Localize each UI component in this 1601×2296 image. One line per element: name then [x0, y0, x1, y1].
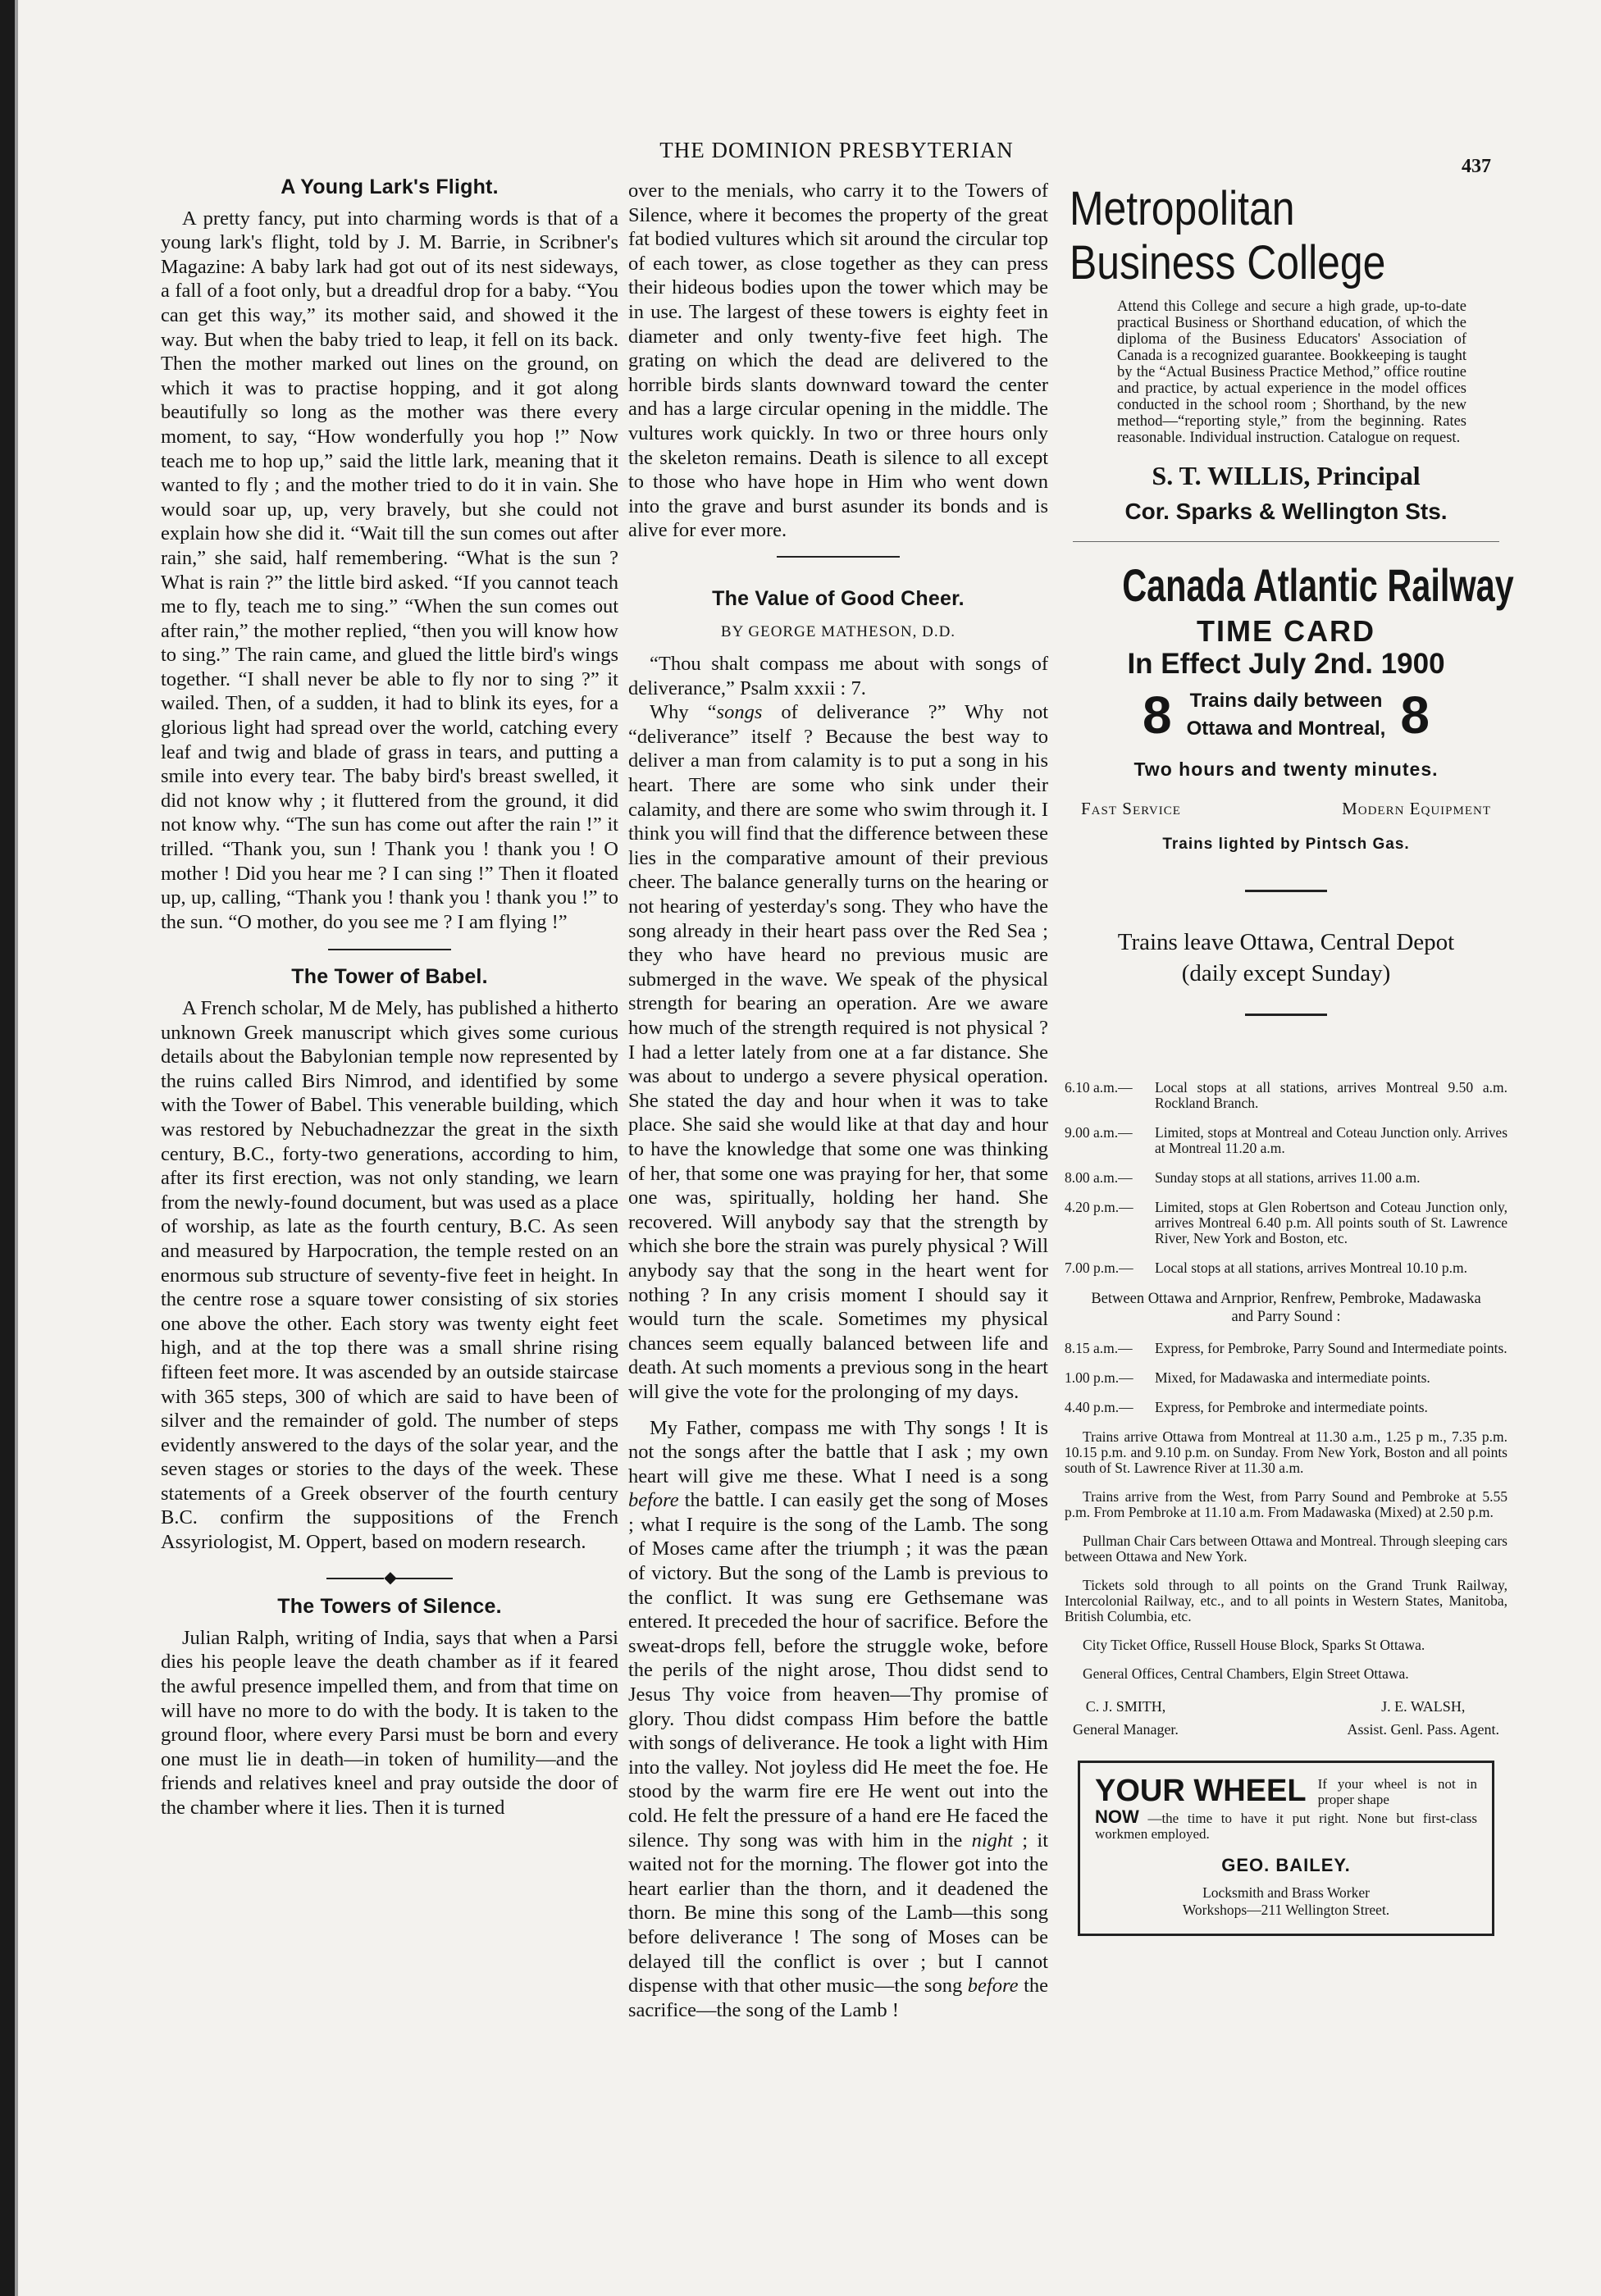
- schedule-entry: [1065, 1170, 1507, 1186]
- schedule-note: Tickets sold through to all points on the Grand Trunk Railway, Intercolonial Railway, etc., and to all points in Western States, Manitoba, British Columbia, etc.: [1065, 1576, 1507, 1624]
- schedule-time: 1.00 p.m.—: [1065, 1369, 1133, 1386]
- schedule-description: Local stops at all stations, arrives Montreal 9.50 a.m. Rockland Branch.: [1155, 1078, 1507, 1111]
- schedule-entry: [1065, 1200, 1507, 1246]
- article-title-silence: The Towers of Silence.: [277, 1595, 502, 1619]
- column-middle: [628, 179, 1048, 2022]
- article-body-cheer-1: Why “songs of deliverance ?” Why not “deliverance” itself ? Because the best way to deliver a man from calamity is to put a song in his heart. There are some who sink under their calamity, and there are some who swim through it. I think you will find that the difference between these lies in the comparative amount of their previous cheer. The balance generally turns on the hearing or not hearing of yesterday's song. They who have the song already in their heart pass over the Red Sea ; they who have heard no previous music are submerged in the wave. We speak of the physical strength for bearing an operation. Are we aware how much of the strength required is not physical ? I had a letter lately from one at a far distance. She was about to undergo a severe physical operation. She stated the day and hour when it was to take place. She said she would like at that day and hour to have the knowledge that some one was thinking of her, that some one was praying for her, that some one was, spiritually, holding her hand. She recovered. Will anybody say that the strength by which she bore the strain was purely physical ? Will anybody say that the song in the heart went for nothing ? In any crisis moment I should say it would turn the scale. Sometimes my physical chances seem equally balanced between life and death. At such moments a previous song in the heart will give the vote for the prolonging of my days.: [628, 701, 1049, 1403]
- schedule-description: Sunday stops at all stations, arrives 11.00 a.m.: [1155, 1168, 1421, 1186]
- college-description: Attend this College and secure a high grade, up-to-date practical Business or Shorthand education, of which the diploma of the Business Educators' Association of Canada is a recognized guarantee. Bookkeeping is taught by the “Actual Business Practice Method,” office routine and practice, by actual experience in the model offices conducted in the school room ; Shorthand, by the new method—“reporting style,” from the beginning. Rates reasonable. Individual instruction. Catalogue on request.: [1117, 298, 1466, 446]
- schedule-note: Trains arrive from the West, from Parry Sound and Pembroke at 5.55 p.m. From Pembroke at 11.10 a.m. From Madawaska (Mixed) at 2.50 p.m.: [1065, 1487, 1507, 1520]
- divider: [328, 949, 451, 950]
- departure-heading-2: (daily except Sunday): [1181, 959, 1391, 986]
- article-title-cheer: The Value of Good Cheer.: [712, 586, 965, 610]
- trains-count-left: 8: [1143, 686, 1172, 745]
- wheel-now: NOW: [1095, 1806, 1139, 1827]
- schedule-note: Pullman Chair Cars between Ottawa and Montreal. Through sleeping cars between Ottawa and New York.: [1065, 1532, 1507, 1565]
- schedule-route-heading: Between Ottawa and Arnprior, Renfrew, Pembroke, Madawaska and Parry Sound :: [1091, 1290, 1481, 1325]
- schedule-description: Local stops at all stations, arrives Montreal 10.10 p.m.: [1155, 1259, 1468, 1276]
- page-binding-edge: [0, 0, 25, 2296]
- signature-role-smith: General Manager.: [1073, 1720, 1179, 1738]
- fast-service: Fast Service: [1081, 798, 1181, 818]
- service-row: [1081, 797, 1491, 822]
- wheel-headline: YOUR WHEEL: [1095, 1773, 1307, 1808]
- article-body-babel: A French scholar, M de Mely, has published a hitherto unknown Greek manuscript which gives some curious details about the Babylonian temple now represented by the ruins called Birs Nimrod, and identified by some with the Tower of Babel. This venerable building, which was restored by Nebuchadnezzar the great in the sixth century, B.C., forty-two generations, according to him, after its first erection, was not only standing, we learn from the newly-found document, but was used as a place of worship, as late as the fourth century, B.C. As seen and measured by Harpocration, the temple rested on an enormous sub structure of seventy-five feet in height. In the centre rose a square tower consisting of six stories one above the other. Each story was twenty eight feet high, and at the top there was a small shrine rising fifteen feet more. It was ascended by an outside staircase with 365 steps, 300 of which are said to have been of silver and the remainder of gold. The number of steps evidently answered to the days of the solar year, and the seven stages or stories to the days of the week. These statements of a Greek observer of the fourth century B.C. confirm the suppositions of the French Assyriologist, M. Oppert, based on modern research.: [161, 997, 618, 1554]
- schedule-time: 4.40 p.m.—: [1065, 1398, 1133, 1415]
- divider: [777, 556, 900, 558]
- column-left: [161, 171, 618, 1820]
- schedule-entry: [1065, 1400, 1507, 1415]
- wheel-address: Workshops—211 Wellington Street.: [1182, 1901, 1390, 1918]
- divider: [1245, 1014, 1327, 1016]
- lighting-note: Trains lighted by Pintsch Gas.: [1162, 836, 1410, 854]
- schedule-entry: [1065, 1125, 1507, 1156]
- article-title-lark: A Young Lark's Flight.: [281, 175, 499, 198]
- wheel-text-2: —the time to have it put right. None but first-class workmen employed.: [1095, 1810, 1478, 1842]
- byline: BY GEORGE MATHESON, D.D.: [720, 622, 956, 640]
- column-right: [1065, 182, 1514, 1936]
- college-name-line2: Business College: [1070, 236, 1386, 289]
- divider: [1073, 541, 1499, 542]
- divider: [1245, 890, 1327, 892]
- railway-title: Canada Atlantic Railway: [1122, 559, 1514, 611]
- signature-name-smith: C. J. SMITH,: [1085, 1697, 1166, 1715]
- wheel-proprietor: GEO. BAILEY.: [1221, 1854, 1351, 1875]
- schedule: [1065, 1080, 1507, 1741]
- wheel-trade: Locksmith and Brass Worker: [1202, 1884, 1370, 1901]
- article-body-silence: Julian Ralph, writing of India, says that when a Parsi dies his people leave the death chamber as if it feared the awful presence impelled them, and from that time on will have no more to do with the body. It is taken to the ground floor, where every Parsi must be born and every one must lie in death—in token of humility—and the friends and relatives kneel and pray outside the door of the chamber where it lies. Then it is turned: [161, 1626, 618, 1819]
- schedule-entry: [1065, 1341, 1507, 1356]
- article-title-babel: The Tower of Babel.: [291, 965, 488, 989]
- college-address: Cor. Sparks & Wellington Sts.: [1124, 499, 1448, 524]
- schedule-description: Express, for Pembroke, Parry Sound and Intermediate points.: [1155, 1339, 1507, 1356]
- railway-advertisement: [1065, 557, 1514, 1741]
- modern-equipment: Modern Equipment: [1342, 798, 1491, 818]
- schedule-entry: [1065, 1260, 1507, 1276]
- trains-line-2: Ottawa and Montreal,: [1186, 718, 1386, 740]
- departure-heading-1: Trains leave Ottawa, Central Depot: [1117, 928, 1455, 955]
- page-number: 437: [1462, 156, 1491, 177]
- college-name-line1: Metropolitan: [1070, 182, 1295, 235]
- article-body-cheer-2: My Father, compass me with Thy songs ! It is not the songs after the battle that I ask ; my own heart will give me these. What I need is a song before the battle. I can easily get the song of Moses ; what I require is the song of the Lamb. The song of Moses came after the triumph ; it was the pæan of victory. But the song of the Lamb is previous to the conflict. It was sung ere Gethsemane was entered. It preceded the hour of sacrifice. Before the sweat-drops fell, before the struggle woke, before the perils of the night arose, Thou didst send to Jesus Thy voice from heaven—Thy promise of glory. Thou didst compass Him before the battle with songs of deliverance. He took a light with Him into the valley. Not joyless did He meet the foe. He stood by the warm fire ere He went out into the cold. He felt the pressure of a hand ere He faced the silence. Thy song was with him in the night ; it waited not for the morning. The flower got into the heart earlier than the thorn, and it deadened the thorn. Be mine this song of the Lamb—this song before deliverance ! The song of Moses can be delayed till the conflict is over ; but I cannot dispense with that other music—the song before the sacrifice—the song of the Lamb !: [628, 1416, 1049, 2021]
- schedule-time: 6.10 a.m.—: [1065, 1078, 1133, 1096]
- wheel-text-1: If your wheel is not in proper shape: [1317, 1775, 1477, 1807]
- schedule-time: 8.15 a.m.—: [1065, 1339, 1133, 1356]
- schedule-note: General Offices, Central Chambers, Elgin Street Ottawa.: [1083, 1665, 1409, 1682]
- college-principal: S. T. WILLIS, Principal: [1152, 461, 1421, 490]
- schedule-entry: [1065, 1080, 1507, 1111]
- article-body-lark: A pretty fancy, put into charming words is that of a young lark's flight, told by J. M. Barrie, in Scribner's Magazine: A baby lark had got out of its nest sideways, a fall of a foot only, but a dreadful drop for a baby. “You can get this way,” its mother said, and showed it the way. But when the baby tried to leap, it fell on its back. Then the mother marked out lines on the ground, on which it was to practise hopping, and it got along beautifully so long as the mother was there every moment, to say, “How wonderfully you hop !” Now teach me to hop up,” said the little lark, meaning that it wanted to fly ; and the mother tried to do it in vain. She would soar up, up, very bravely, but she could not explain how she did it. “Wait till the sun comes out after rain,” she said, half remembering. “What is the sun ? What is rain ?” the little bird asked. “If you cannot teach me to fly, teach me to sing.” “When the sun comes out after rain,” the mother replied, “then you will know how to sing.” The rain came, and glued the little bird's wings together. “I shall never be able to fly nor to sing ?” it wailed. Then, of a sudden, it had to blink its eyes, for a glorious light had spread over the world, catching every leaf and twig and blade of grass in tears, and putting a smile into every tear. The baby bird's breast swelled, it did not know why ; it fluttered from the ground, it did not know why. “The sun has come out after the rain !” it trilled. “Thank you, sun ! Thank you ! thank you ! O mother ! Did you hear me ? I can sing !” Then it floated up, up, calling, “Thank you ! thank you ! thank you !” to the sun. “O mother, do you see me ? I am flying !”: [161, 207, 618, 933]
- wheel-advertisement: [1078, 1761, 1494, 1936]
- schedule-description: Express, for Pembroke and intermediate points.: [1155, 1398, 1428, 1415]
- schedule-entry: [1065, 1370, 1507, 1386]
- ornament-divider: ◆: [161, 1566, 618, 1591]
- travel-duration: Two hours and twenty minutes.: [1133, 758, 1439, 781]
- college-advertisement: [1065, 182, 1507, 530]
- running-head: THE DOMINION PRESBYTERIAN: [659, 138, 1014, 162]
- schedule-description: Mixed, for Madawaska and intermediate points.: [1155, 1369, 1430, 1386]
- effective-date: In Effect July 2nd. 1900: [1127, 647, 1445, 680]
- schedule-note: Trains arrive Ottawa from Montreal at 11.30 a.m., 1.25 p m., 7.35 p.m. 10.15 p.m. and 9.10 p.m. on Sunday. From New York, Boston and all points south of St. Lawrence River at 11.30 a.m.: [1065, 1428, 1507, 1476]
- schedule-time: 7.00 p.m.—: [1065, 1259, 1133, 1276]
- signature-name-walsh: J. E. WALSH,: [1381, 1697, 1466, 1715]
- schedule-time: 4.20 p.m.—: [1065, 1198, 1133, 1215]
- schedule-time: 8.00 a.m.—: [1065, 1168, 1133, 1186]
- scripture-quote: “Thou shalt compass me about with songs of deliverance,” Psalm xxxii : 7.: [628, 653, 1048, 699]
- schedule-description: Limited, stops at Montreal and Coteau Junction only. Arrives at Montreal 11.20 a.m.: [1155, 1123, 1507, 1156]
- schedule-time: 9.00 a.m.—: [1065, 1123, 1133, 1141]
- trains-line-1: Trains daily between: [1189, 690, 1383, 713]
- time-card-heading: TIME CARD: [1197, 614, 1375, 648]
- trains-daily-row: [1065, 687, 1507, 743]
- signatures: [1073, 1695, 1499, 1741]
- schedule-note: City Ticket Office, Russell House Block, Sparks St Ottawa.: [1083, 1636, 1425, 1653]
- article-body-silence-continued: over to the menials, who carry it to the Towers of Silence, where it becomes the property of the great fat bodied vultures which sit around the circular top of each tower, as close together as they can press their hideous bodies upon the tower which may be in use. The largest of these towers is eighty feet in diameter and only twenty-five feet high. The grating on which the dead are delivered to the horrible birds slants downward toward the center and has a large circular opening in the middle. The vultures work quickly. In two or three hours only the skeleton remains. Death is silence to all except to those who have hope in Him who went down into the grave and burst asunder its bonds and is alive for ever more.: [628, 180, 1048, 542]
- schedule-description: Limited, stops at Glen Robertson and Coteau Junction only, arrives Montreal 6.40 p.m. All points south of St. Lawrence River, New York and Boston, etc.: [1155, 1198, 1507, 1246]
- signature-role-walsh: Assist. Genl. Pass. Agent.: [1347, 1720, 1499, 1738]
- trains-count-right: 8: [1400, 686, 1430, 745]
